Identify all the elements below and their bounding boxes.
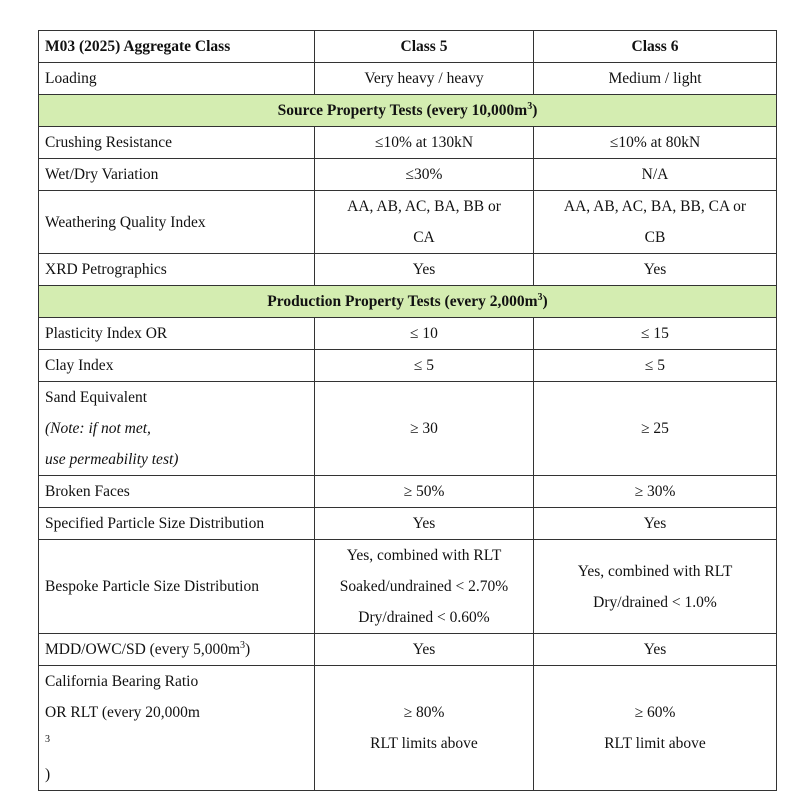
class5-value: ≤ 10 [315,318,534,350]
class5-value: Yes, combined with RLT Soaked/undrained < 2.70% Dry/drained < 0.60% [315,540,534,634]
table-row-wet-dry [39,159,777,191]
class5-value: Yes [315,254,534,286]
table-row-specified-psd [39,508,777,540]
header-aggregate-class: M03 (2025) Aggregate Class [39,31,315,63]
class5-value: Very heavy / heavy [315,63,534,95]
class5-value: AA, AB, AC, BA, BB or CA [315,191,534,254]
class6-value: Yes [534,634,777,666]
row-label: Wet/Dry Variation [39,159,315,191]
class6-value: ≤ 15 [534,318,777,350]
class6-value: AA, AB, AC, BA, BB, CA or CB [534,191,777,254]
row-label: Broken Faces [39,476,315,508]
row-label: Clay Index [39,350,315,382]
row-label: Sand Equivalent (Note: if not met, use permeability test) [39,382,315,476]
table-row-clay [39,350,777,382]
class5-value: ≥ 30 [315,382,534,476]
class6-value: ≥ 30% [534,476,777,508]
sand-note: (Note: if not met, [45,420,151,437]
table-row-broken-faces [39,476,777,508]
class6-value: N/A [534,159,777,191]
class5-value: ≥ 80% RLT limits above [315,666,534,791]
source-property-tests-heading: Source Property Tests (every $10,000m^3$) [39,95,777,127]
section-band-source [39,95,777,127]
class5-value: ≥ 50% [315,476,534,508]
row-label: Crushing Resistance [39,127,315,159]
table-header-row [39,31,777,63]
class6-value: ≤10% at 80kN [534,127,777,159]
row-label: XRD Petrographics [39,254,315,286]
row-label: Specified Particle Size Distribution [39,508,315,540]
row-label: Loading [39,63,315,95]
class6-value: Yes [534,254,777,286]
table-row-crushing [39,127,777,159]
header-class-5: Class 5 [315,31,534,63]
class5-value: ≤10% at 130kN [315,127,534,159]
row-label: California Bearing Ratio OR RLT (every 20,000m $^3$ ) [39,666,315,791]
table-row-weathering [39,191,777,254]
class6-value: ≥ 25 [534,382,777,476]
row-label: Weathering Quality Index [39,191,315,254]
class6-value: Medium / light [534,63,777,95]
class6-value: Yes [534,508,777,540]
table-row-mdd [39,634,777,666]
header-class-6: Class 6 [534,31,777,63]
row-label: Plasticity Index OR [39,318,315,350]
section-band-production [39,286,777,318]
class6-value: Yes, combined with RLT Dry/drained < 1.0% [534,540,777,634]
class5-value: Yes [315,634,534,666]
class5-value: ≤ 5 [315,350,534,382]
table-row-xrd [39,254,777,286]
class6-value: ≥ 60% RLT limit above [534,666,777,791]
table-row-bespoke-psd [39,540,777,634]
table-row-plasticity [39,318,777,350]
table-row-sand-equivalent [39,382,777,476]
production-property-tests-heading: Production Property Tests (every $2,000m^3$) [39,286,777,318]
table-row-loading [39,63,777,95]
sand-note-cont: use permeability test) [45,451,179,468]
row-label: MDD/OWC/SD (every $5,000m^3$) [39,634,315,666]
class5-value: Yes [315,508,534,540]
table-row-cbr [39,666,777,791]
row-label: Bespoke Particle Size Distribution [39,540,315,634]
class5-value: ≤30% [315,159,534,191]
class6-value: ≤ 5 [534,350,777,382]
aggregate-class-table [38,30,777,791]
